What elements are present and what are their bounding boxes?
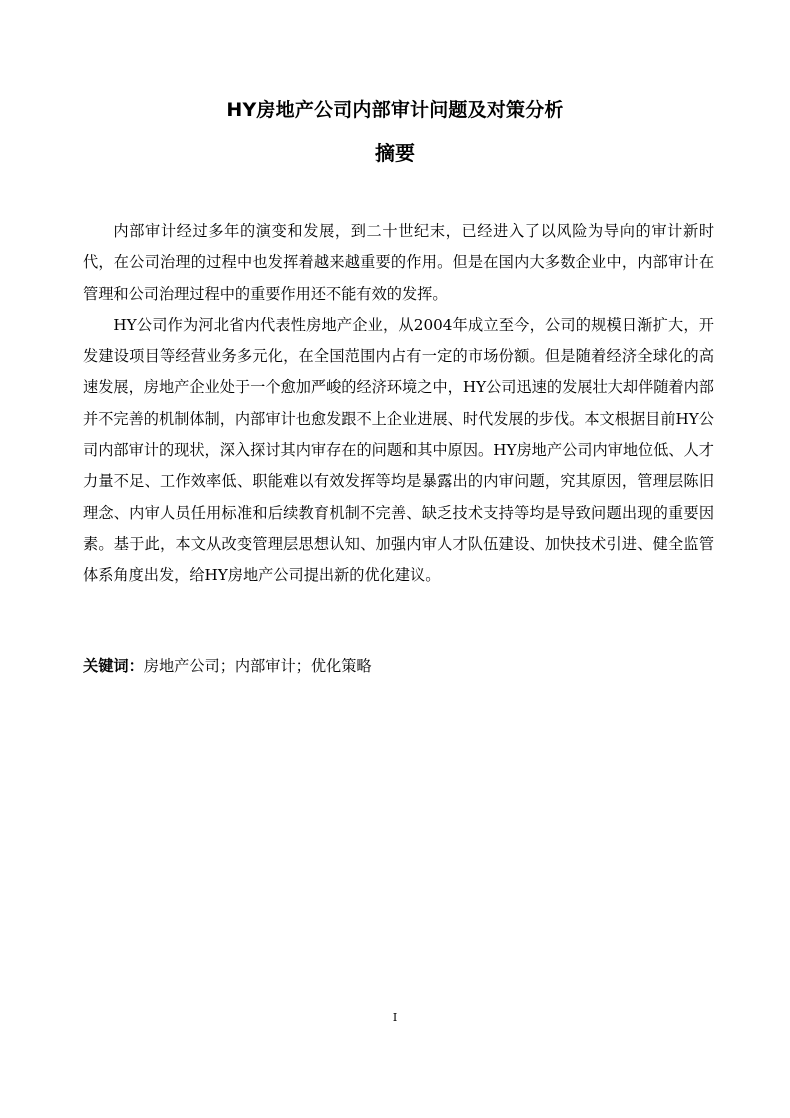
page-number: I (392, 1011, 398, 1024)
keywords-text: 房地产公司；内部审计；优化策略 (143, 657, 372, 675)
abstract-heading: 摘要 (375, 141, 415, 165)
keywords-line (83, 652, 714, 680)
abstract-body (83, 216, 714, 592)
abstract-paragraph-2: HY公司作为河北省内代表性房地产企业，从2004年成立至今，公司的规模日渐扩大，开发建设项目等经营业务多元化，在全国范围内占有一定的市场份额。但是随着经济全球化的高速发展，房地产企业处于一个愈加严峻的经济环境之中，HY公司迅速的发展壮大却伴随着内部并不完善的机制体制，内部审计也愈发跟不上企业进展、时代发展的步伐。本文根据目前HY公司内部审计的现状，深入探讨其内审存在的问题和其中原因。HY房地产公司内审地位低、人才力量不足、工作效率低、职能难以有效发挥等均是暴露出的内审问题，究其原因，管理层陈旧理念、内审人员任用标准和后续教育机制不完善、缺乏技术支持等均是导致问题出现的重要因素。基于此，本文从改变管理层思想认知、加强内审人才队伍建设、加快技术引进、健全监管体系角度出发，给HY房地产公司提出新的优化建议。 (83, 315, 714, 585)
abstract-paragraph-1: 内部审计经过多年的演变和发展，到二十世纪末，已经进入了以风险为导向的审计新时代，在公司治理的过程中也发挥着越来越重要的作用。但是在国内大多数企业中，内部审计在管理和公司治理过程中的重要作用还不能有效的发挥。 (83, 222, 714, 303)
keywords-label: 关键词： (83, 657, 144, 675)
document-title: HY房地产公司内部审计问题及对策分析 (226, 99, 564, 121)
